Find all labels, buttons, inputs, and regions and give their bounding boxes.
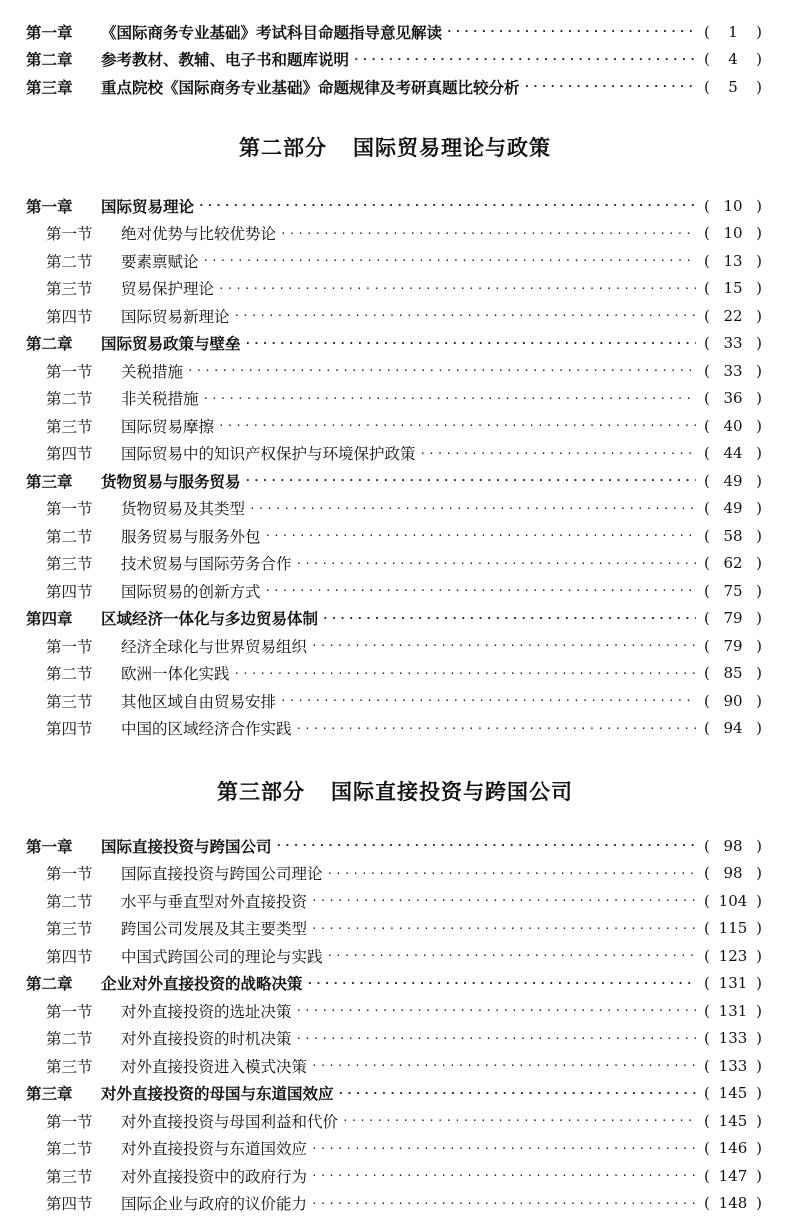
page-number: ( 15 ) (704, 279, 762, 298)
section-title: 对外直接投资的时机决策 (121, 1030, 292, 1049)
leader-dots (245, 337, 696, 350)
toc-section-entry[interactable] (0, 1052, 790, 1080)
section-label: 第三节 (46, 920, 93, 939)
leader-dots (296, 557, 696, 570)
page-number: ( 36 ) (704, 389, 762, 408)
section-title: 水平与垂直型对外直接投资 (121, 892, 308, 911)
chapter-label: 第三章 (26, 472, 73, 491)
part-number: 第二部分 (239, 136, 327, 160)
toc-chapter-entry[interactable] (0, 970, 790, 998)
chapter-title: 《国际商务专业基础》考试科目命题指导意见解读 (101, 23, 443, 42)
leader-dots (203, 254, 696, 267)
section-title: 中国式跨国公司的理论与实践 (121, 947, 323, 966)
section-label: 第二节 (46, 1030, 93, 1049)
section-label: 第二节 (46, 390, 93, 409)
section-label: 第二节 (46, 892, 93, 911)
page-number: ( 10 ) (704, 224, 762, 243)
page-number: ( 79 ) (704, 609, 762, 628)
chapter-title: 国际直接投资与跨国公司 (101, 837, 272, 856)
section-label: 第一节 (46, 865, 93, 884)
toc-section-entry[interactable] (0, 687, 790, 715)
toc-section-entry[interactable] (0, 1135, 790, 1163)
section-label: 第二节 (46, 527, 93, 546)
toc-section-entry[interactable] (0, 440, 790, 468)
section-title: 服务贸易与服务外包 (121, 527, 261, 546)
leader-dots (311, 639, 696, 652)
chapter-label: 第二章 (26, 335, 73, 354)
toc-chapter-entry[interactable] (0, 73, 790, 101)
page-number: ( 131 ) (704, 1001, 762, 1020)
leader-dots (307, 977, 696, 990)
section-title: 对外直接投资进入模式决策 (121, 1057, 308, 1076)
section-title: 国际贸易摩擦 (121, 417, 215, 436)
section-label: 第三节 (46, 555, 93, 574)
section-label: 第二节 (46, 665, 93, 684)
page-number: ( 62 ) (704, 554, 762, 573)
toc-section-entry[interactable] (0, 1162, 790, 1190)
toc-chapter-entry[interactable] (0, 832, 790, 860)
page-number: ( 90 ) (704, 691, 762, 710)
section-label: 第三节 (46, 692, 93, 711)
toc-section-entry[interactable] (0, 1107, 790, 1135)
chapter-title: 对外直接投资的母国与东道国效应 (101, 1085, 334, 1104)
toc-section-entry[interactable] (0, 1025, 790, 1053)
section-title: 技术贸易与国际劳务合作 (121, 555, 292, 574)
toc-section-entry[interactable] (0, 412, 790, 440)
section-label: 第一节 (46, 362, 93, 381)
part-2-entries (0, 192, 790, 742)
page-number: ( 98 ) (704, 836, 762, 855)
section-label: 第一节 (46, 225, 93, 244)
page-number: ( 44 ) (704, 444, 762, 463)
chapter-title: 区域经济一体化与多边贸易体制 (101, 610, 319, 629)
leader-dots (249, 502, 696, 515)
leader-dots (322, 612, 696, 625)
leader-dots (338, 1087, 696, 1100)
section-label: 第三节 (46, 1167, 93, 1186)
leader-dots (218, 419, 696, 432)
section-label: 第二节 (46, 1140, 93, 1159)
toc-section-entry[interactable] (0, 860, 790, 888)
page-number: ( 115 ) (704, 919, 762, 938)
page-number: ( 133 ) (704, 1029, 762, 1048)
page-number: ( 33 ) (704, 361, 762, 380)
intro-group (0, 18, 790, 101)
toc-section-entry[interactable] (0, 942, 790, 970)
chapter-title: 重点院校《国际商务专业基础》命题规律及考研真题比较分析 (101, 78, 520, 97)
section-title: 对外直接投资的选址决策 (121, 1002, 292, 1021)
leader-dots (218, 282, 696, 295)
leader-dots (420, 447, 696, 460)
section-title: 中国的区域经济合作实践 (121, 720, 292, 739)
part-heading (0, 132, 790, 162)
part-3-entries (0, 832, 790, 1217)
chapter-label: 第一章 (26, 197, 73, 216)
leader-dots (311, 1169, 696, 1182)
section-label: 第四节 (46, 445, 93, 464)
section-title: 其他区域自由贸易安排 (121, 692, 277, 711)
page-number: ( 49 ) (704, 499, 762, 518)
chapter-title: 参考教材、教辅、电子书和题库说明 (101, 51, 350, 70)
leader-dots (265, 529, 696, 542)
section-title: 绝对优势与比较优势论 (121, 225, 277, 244)
page-number: ( 22 ) (704, 306, 762, 325)
page-number: ( 147 ) (704, 1166, 762, 1185)
part-title: 国际直接投资与跨国公司 (331, 780, 573, 804)
leader-dots (342, 1114, 696, 1127)
page-number: ( 33 ) (704, 334, 762, 353)
leader-dots (296, 1032, 696, 1045)
toc-chapter-entry[interactable] (0, 192, 790, 220)
chapter-title: 国际贸易理论 (101, 197, 195, 216)
part-number: 第三部分 (217, 780, 305, 804)
leader-dots (327, 867, 696, 880)
toc-section-entry[interactable] (0, 385, 790, 413)
page-number: ( 133 ) (704, 1056, 762, 1075)
page-number: ( 123 ) (704, 946, 762, 965)
leader-dots (203, 392, 696, 405)
section-title: 要素禀赋论 (121, 252, 199, 271)
section-label: 第四节 (46, 947, 93, 966)
leader-dots (296, 1004, 696, 1017)
page-number: ( 58 ) (704, 526, 762, 545)
section-title: 跨国公司发展及其主要类型 (121, 920, 308, 939)
section-title: 国际贸易的创新方式 (121, 582, 261, 601)
leader-dots (311, 1197, 696, 1210)
section-label: 第四节 (46, 1195, 93, 1214)
toc-section-entry[interactable] (0, 887, 790, 915)
section-title: 国际贸易中的知识产权保护与环境保护政策 (121, 445, 416, 464)
page-number: ( 75 ) (704, 581, 762, 600)
chapter-label: 第四章 (26, 610, 73, 629)
toc-section-entry[interactable] (0, 997, 790, 1025)
leader-dots (198, 199, 696, 212)
leader-dots (245, 474, 696, 487)
leader-dots (524, 80, 696, 93)
section-title: 对外直接投资与母国利益和代价 (121, 1112, 339, 1131)
toc-chapter-entry[interactable] (0, 1080, 790, 1108)
leader-dots (353, 53, 696, 66)
leader-dots (311, 894, 696, 907)
leader-dots (280, 227, 696, 240)
page-number: ( 1 ) (704, 22, 762, 41)
page-number: ( 146 ) (704, 1139, 762, 1158)
page-number: ( 104 ) (704, 891, 762, 910)
chapter-title: 企业对外直接投资的战略决策 (101, 975, 303, 994)
page-number: ( 5 ) (704, 77, 762, 96)
toc-section-entry[interactable] (0, 660, 790, 688)
page-number: ( 98 ) (704, 864, 762, 883)
leader-dots (280, 694, 696, 707)
toc-chapter-entry[interactable] (0, 467, 790, 495)
chapter-label: 第一章 (26, 23, 73, 42)
section-title: 货物贸易及其类型 (121, 500, 246, 519)
toc-chapter-entry[interactable] (0, 46, 790, 74)
chapter-title: 货物贸易与服务贸易 (101, 472, 241, 491)
part-heading (0, 776, 790, 806)
chapter-title: 国际贸易政策与壁垒 (101, 335, 241, 354)
chapter-label: 第二章 (26, 51, 73, 70)
toc-section-entry[interactable] (0, 247, 790, 275)
leader-dots (265, 584, 696, 597)
section-label: 第四节 (46, 582, 93, 601)
page-number: ( 79 ) (704, 636, 762, 655)
toc-section-entry[interactable] (0, 550, 790, 578)
section-title: 对外直接投资与东道国效应 (121, 1140, 308, 1159)
section-title: 对外直接投资中的政府行为 (121, 1167, 308, 1186)
section-label: 第三节 (46, 417, 93, 436)
toc-section-entry[interactable] (0, 275, 790, 303)
leader-dots (187, 364, 696, 377)
toc-section-entry[interactable] (0, 715, 790, 743)
chapter-label: 第一章 (26, 837, 73, 856)
toc-chapter-entry[interactable] (0, 605, 790, 633)
chapter-label: 第三章 (26, 1085, 73, 1104)
leader-dots (311, 922, 696, 935)
leader-dots (311, 1142, 696, 1155)
section-label: 第四节 (46, 720, 93, 739)
toc-section-entry[interactable] (0, 357, 790, 385)
page-number: ( 145 ) (704, 1111, 762, 1130)
toc-section-entry[interactable] (0, 632, 790, 660)
toc-section-entry[interactable] (0, 1190, 790, 1218)
leader-dots (296, 722, 696, 735)
section-label: 第一节 (46, 500, 93, 519)
section-label: 第三节 (46, 280, 93, 299)
section-label: 第一节 (46, 637, 93, 656)
section-label: 第一节 (46, 1002, 93, 1021)
page-number: ( 145 ) (704, 1084, 762, 1103)
chapter-label: 第三章 (26, 78, 73, 97)
section-label: 第四节 (46, 307, 93, 326)
page-number: ( 13 ) (704, 251, 762, 270)
page-number: ( 131 ) (704, 974, 762, 993)
section-label: 第二节 (46, 252, 93, 271)
section-title: 国际贸易新理论 (121, 307, 230, 326)
leader-dots (234, 667, 696, 680)
section-title: 欧洲一体化实践 (121, 665, 230, 684)
leader-dots (234, 309, 696, 322)
section-title: 国际直接投资与跨国公司理论 (121, 865, 323, 884)
section-title: 关税措施 (121, 362, 184, 381)
part-title: 国际贸易理论与政策 (353, 136, 551, 160)
toc-chapter-entry[interactable] (0, 18, 790, 46)
section-title: 非关税措施 (121, 390, 199, 409)
leader-dots (446, 25, 696, 38)
page-number: ( 49 ) (704, 471, 762, 490)
section-title: 经济全球化与世界贸易组织 (121, 637, 308, 656)
page-number: ( 94 ) (704, 719, 762, 738)
page-number: ( 4 ) (704, 50, 762, 69)
toc-section-entry[interactable] (0, 302, 790, 330)
chapter-label: 第二章 (26, 975, 73, 994)
page-number: ( 40 ) (704, 416, 762, 435)
toc-section-entry[interactable] (0, 915, 790, 943)
leader-dots (311, 1059, 696, 1072)
toc-section-entry[interactable] (0, 495, 790, 523)
section-title: 国际企业与政府的议价能力 (121, 1195, 308, 1214)
page-number: ( 10 ) (704, 196, 762, 215)
section-label: 第一节 (46, 1112, 93, 1131)
page-number: ( 85 ) (704, 664, 762, 683)
leader-dots (276, 839, 696, 852)
toc-section-entry[interactable] (0, 577, 790, 605)
toc-chapter-entry[interactable] (0, 330, 790, 358)
toc-section-entry[interactable] (0, 522, 790, 550)
section-label: 第三节 (46, 1057, 93, 1076)
page-number: ( 148 ) (704, 1194, 762, 1213)
leader-dots (327, 949, 696, 962)
section-title: 贸易保护理论 (121, 280, 215, 299)
toc-section-entry[interactable] (0, 220, 790, 248)
